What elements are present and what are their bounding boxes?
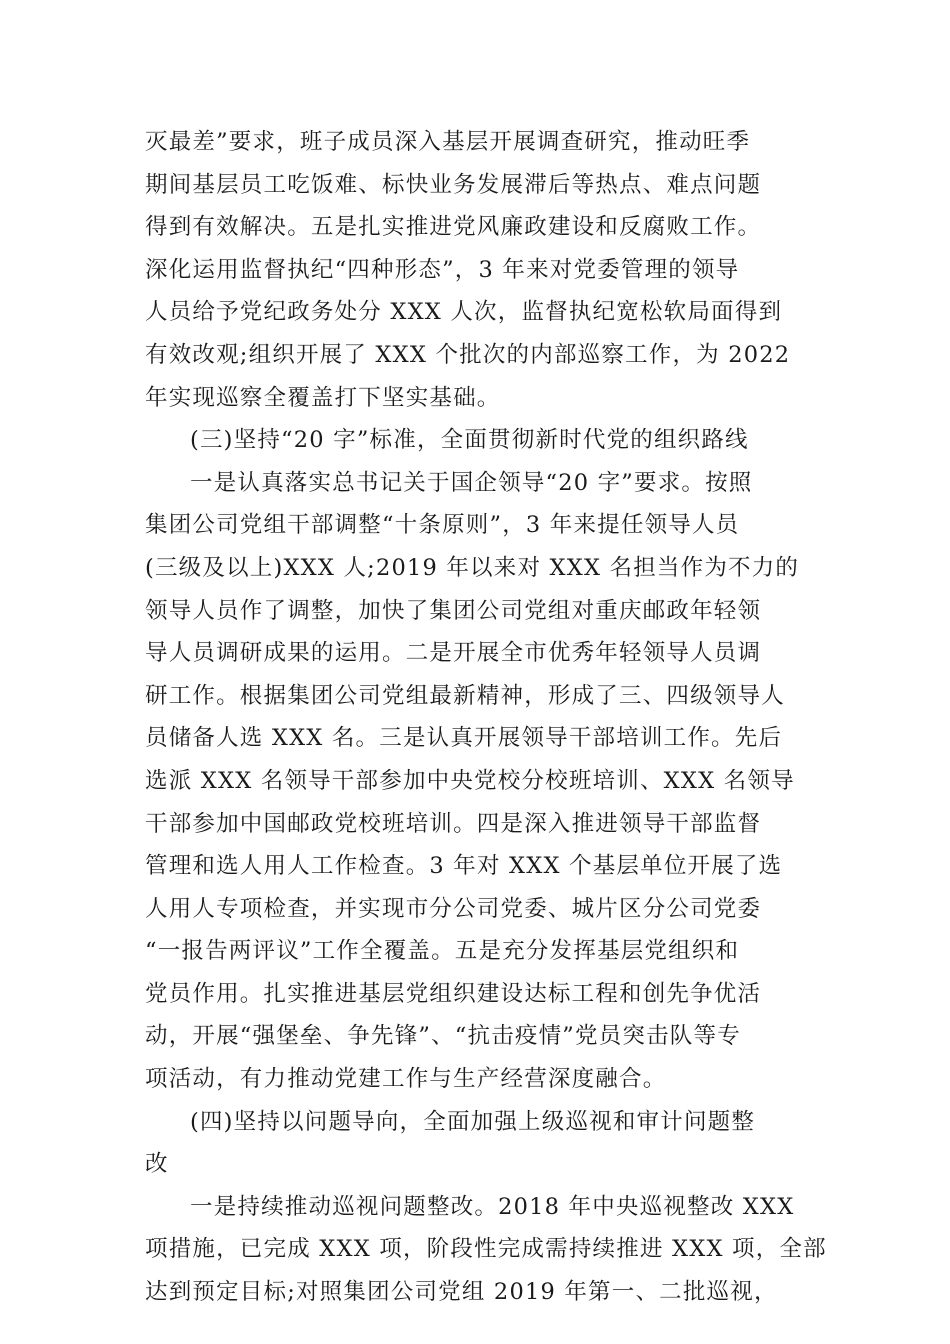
text-line: 人员给予党纪政务处分 XXX 人次，监督执纪宽松软局面得到 [145,299,783,326]
text-line: 管理和选人用人工作检查。3 年对 XXX 个基层单位开展了选 [145,853,783,880]
text-line: 一是持续推动巡视问题整改。2018 年中央巡视整改 XXX [190,1193,795,1220]
text-line: 改 [145,1151,169,1178]
text-line: 项措施，已完成 XXX 项，阶段性完成需持续推进 XXX 项，全部 [145,1236,827,1263]
text-line: “一报告两评议”工作全覆盖。五是充分发挥基层党组织和 [145,938,740,965]
text-line: 干部参加中国邮政党校班培训。四是深入推进领导干部监督 [145,810,762,837]
section-heading: (三)坚持“20 字”标准，全面贯彻新时代党的组织路线 [190,427,749,454]
text-line: 集团公司党组干部调整“十条原则”，3 年来提任领导人员 [145,512,740,539]
text-line: 动，开展“强堡垒、争先锋”、“抗击疫情”党员突击队等专 [145,1023,741,1050]
text-line: 选派 XXX 名领导干部参加中央党校分校班培训、XXX 名领导 [145,767,795,794]
text-line: 深化运用监督执纪“四种形态”，3 年来对党委管理的领导 [145,256,740,283]
text-line: 达到预定目标;对照集团公司党组 2019 年第一、二批巡视， [145,1279,778,1306]
text-line: 期间基层员工吃饭难、标快业务发展滞后等热点、难点问题 [145,171,762,198]
text-line: 党员作用。扎实推进基层党组织建设达标工程和创先争优活 [145,980,762,1007]
text-line: 导人员调研成果的运用。二是开展全市优秀年轻领导人员调 [145,640,762,667]
text-line: 有效改观;组织开展了 XXX 个批次的内部巡察工作，为 2022 [145,341,791,368]
text-line: 一是认真落实总书记关于国企领导“20 字”要求。按照 [190,469,753,496]
text-line: 领导人员作了调整，加快了集团公司党组对重庆邮政年轻领 [145,597,762,624]
text-line: 研工作。根据集团公司党组最新精神，形成了三、四级领导人 [145,682,785,709]
body-text [145,121,845,1314]
text-line: (三级及以上)XXX 人;2019 年以来对 XXX 名担当作为不力的 [145,554,800,581]
text-line: 人用人专项检查，并实现市分公司党委、城片区分公司党委 [145,895,762,922]
text-line: 员储备人选 XXX 名。三是认真开展领导干部培训工作。先后 [145,725,783,752]
text-line: 年实现巡察全覆盖打下坚实基础。 [145,384,501,411]
section-heading: (四)坚持以问题导向，全面加强上级巡视和审计问题整 [190,1108,756,1135]
text-line: 项活动，有力推动党建工作与生产经营深度融合。 [145,1066,667,1093]
text-line: 灭最差”要求，班子成员深入基层开展调查研究，推动旺季 [145,129,751,155]
text-line: 得到有效解决。五是扎实推进党风廉政建设和反腐败工作。 [145,214,762,241]
